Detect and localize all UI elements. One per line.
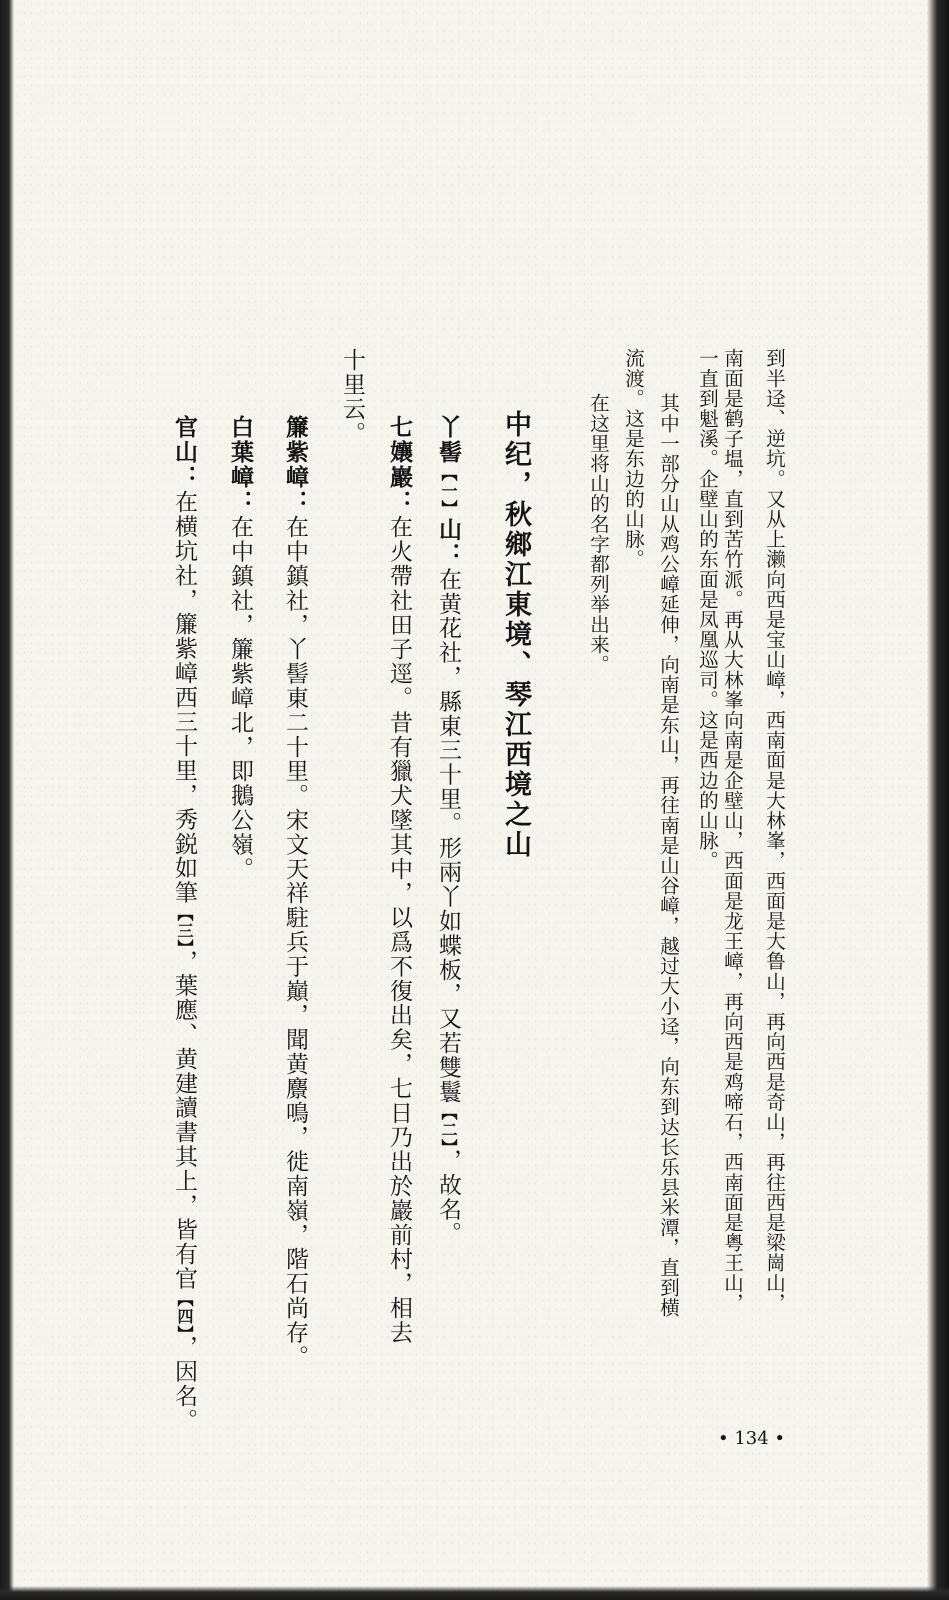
entry-guanshan-text-a: 在横坑社，簾紫嶂西三十里，秀鋭如筆 <box>171 490 197 905</box>
entry-baiyezhang <box>224 415 257 881</box>
entry-guanshan-text-c: ，因名。 <box>171 1334 197 1433</box>
entry-lianzizhang-name: 簾紫嶂： <box>282 415 309 515</box>
entry-qiniangyan-line-2: 十里云。 <box>339 348 365 446</box>
entry-lianzizhang <box>279 415 312 1369</box>
preface-line-2: 南面是鹤子塭，直到苦竹派。再从大林峯向南是企壁山，西面是龙王嶂，再向西是鸡啼石，西南面是粤王山， <box>721 348 744 1313</box>
entry-qiniangyan-text: 在火帶社田子逕。昔有獵犬墜其中，以爲不復出矣，七日乃出於巖前村，相去 <box>386 515 412 1345</box>
note-marker-2: 【二】 <box>439 1104 458 1149</box>
entry-lianzizhang-text: 在中鎮社，丫髻東二十里。宋文天祥駐兵于巔，聞黄麖鳴，徙南嶺，階石尚存。 <box>282 515 308 1369</box>
entry-yajishan <box>432 415 465 1246</box>
note-marker-1: 【一】 <box>439 465 458 518</box>
preface-line-3: 一直到魁溪。企壁山的东面是凤凰巡司。这是西边的山脉。 <box>696 348 719 871</box>
note-marker-4: 【四】 <box>175 1290 194 1335</box>
entry-qiniangyan-name: 七孃巖： <box>386 415 413 515</box>
entry-yajishan-text-b: ，故名。 <box>435 1148 461 1246</box>
note-marker-3: 【三】 <box>175 904 194 950</box>
entry-yajishan-name-suffix: 山： <box>435 517 462 568</box>
scan-left-edge <box>0 0 14 1600</box>
entry-yajishan-name: 丫髻 <box>435 415 462 465</box>
page-number: • 134 • <box>718 1428 786 1449</box>
entry-guanshan-name: 官山： <box>171 415 198 490</box>
preface-line-1: 到半迳、逆坑。又从上濑向西是宝山嶂，西南面是大林峯，西面是大鲁山，再向西是奇山，再往西是梁崗山， <box>763 348 786 1313</box>
preface-line-6: 在这里将山的名字都列举出来。 <box>587 393 610 675</box>
preface-line-5: 流渡。这是东边的山脉。 <box>622 348 645 570</box>
entry-guanshan <box>168 415 201 1432</box>
entry-guanshan-text-b: ，葉應、黄建讀書其上，皆有官 <box>171 949 197 1291</box>
entry-baiyezhang-text: 在中鎮社，簾紫嶂北，即鵝公嶺。 <box>227 515 253 881</box>
scan-right-edge <box>927 0 949 1600</box>
entry-qiniangyan-line-1 <box>383 415 416 1345</box>
entry-baiyezhang-name: 白葉嶂： <box>227 415 254 515</box>
entry-yajishan-text-a: 在黄花社，縣東三十里。形兩丫如蝶板，又若雙鬟 <box>435 567 461 1105</box>
preface-line-4: 其中一部分山从鸡公嶂延伸，向南是东山，再往南是山谷嶂，越过大小迳，向东到达长乐县米潭，直到横 <box>657 393 680 1318</box>
section-heading: 中纪，秋鄉江東境、琴江西境之山 <box>500 410 531 860</box>
scan-bottom-edge <box>0 1586 949 1600</box>
